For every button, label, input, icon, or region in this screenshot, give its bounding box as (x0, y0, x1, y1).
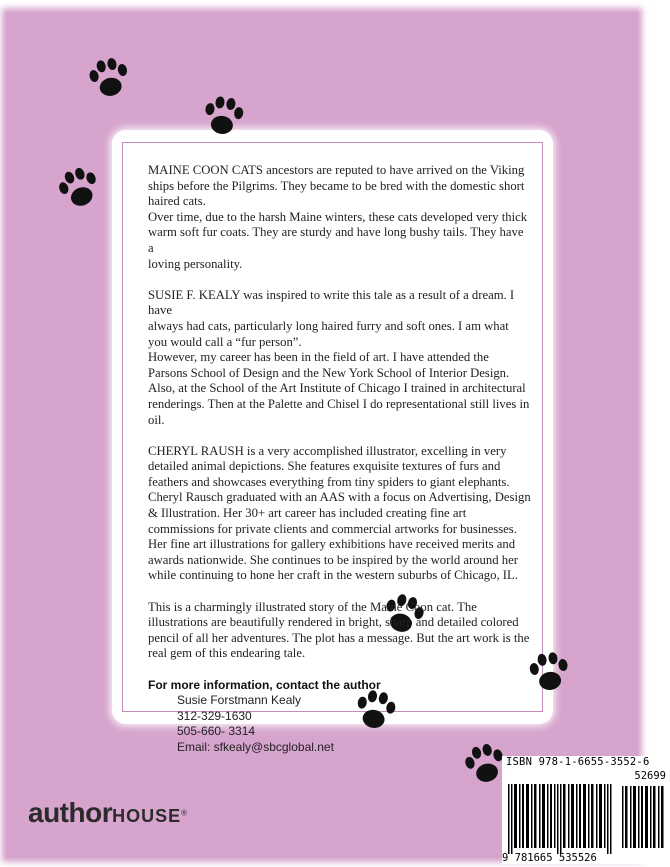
barcode-bars-icon (508, 784, 612, 854)
contact-heading: For more information, contact the author (148, 677, 381, 692)
paragraph-summary (148, 600, 531, 662)
paragraph-author-bio (148, 288, 531, 428)
text-line: MAINE COON CATS ancestors are reputed to have arrived on the Viking (148, 163, 525, 177)
back-cover-text (148, 163, 531, 756)
contact-block (148, 678, 531, 756)
text-line: awards nationwide. She continues to be inspired by the world around her (148, 552, 518, 567)
text-line: However, my career has been in the field of art. I have attended the (148, 350, 489, 365)
text-line: detailed animal depictions. She features exquisite textures of furs and (148, 459, 501, 474)
text-line: always had cats, particularly long haired furry and soft ones. I am what (148, 318, 509, 333)
contact-phone: 505-660- 3314 (177, 724, 256, 739)
text-line: oil. (148, 412, 165, 427)
barcode-digits: 9 781665 535526 (502, 852, 597, 864)
text-line: renderings. Then at the Palette and Chisel I do representational still lives in (148, 396, 530, 411)
contact-details (148, 693, 531, 755)
text-line: warm soft fur coats. They are sturdy and have long bushy tails. They have a (148, 225, 524, 255)
text-line: Also, at the School of the Art Institute of Chicago I trained in architectural (148, 381, 526, 396)
text-line: CHERYL RAUSH is a very accomplished illustrator, excelling in very (148, 443, 507, 458)
registered-mark: ® (181, 808, 188, 818)
paw-print-icon (82, 52, 137, 107)
text-line: while continuing to hone her craft in the western suburbs of Chicago, IL. (148, 568, 518, 583)
paragraph-maine-coon (148, 163, 531, 272)
text-line: Parsons School of Design and the New York School of Interior Design. (148, 365, 510, 380)
text-line: Over time, due to the harsh Maine winters, these cats developed very thick (148, 209, 528, 224)
contact-name: Susie Forstmann Kealy (177, 693, 302, 708)
logo-text: author (28, 797, 113, 828)
text-line: Her fine art illustrations for gallery exhibitions have received merits and (148, 537, 516, 552)
publisher-logo (28, 797, 187, 829)
text-line: feathers and showcases everything from tiny spiders to giant elephants. (148, 474, 510, 489)
isbn-barcode (502, 756, 668, 864)
text-line: pencil of all her adventures. The plot has a message. But the art work is the (148, 630, 530, 645)
contact-email: Email: sfkealy@sbcglobal.net (177, 739, 334, 754)
text-line: loving personality. (148, 256, 243, 271)
text-line: Cheryl Rausch graduated with an AAS with a focus on Advertising, Design (148, 490, 531, 505)
paragraph-illustrator-bio (148, 444, 531, 584)
text-line: haired cats. (148, 194, 206, 209)
logo-text: HOUSE (112, 806, 182, 826)
paw-print-icon (197, 91, 249, 143)
text-line: & Illustration. Her 30+ art career has included creating fine art (148, 506, 467, 521)
text-line: illustrations are beautifully rendered in bright, sharp and detailed colored (148, 615, 519, 630)
contact-phone: 312-329-1630 (177, 708, 252, 723)
text-line: SUSIE F. KEALY was inspired to write this tale as a result of a dream. I have (148, 287, 515, 318)
text-line: This is a charmingly illustrated story of the Maine Coon cat. The (148, 599, 477, 614)
text-line: commissions for private clients and commercial artworks for businesses. (148, 521, 517, 536)
text-line: real gem of this endearing tale. (148, 646, 306, 661)
price-code: 52699 (634, 770, 666, 782)
isbn-text: ISBN 978-1-6655-3552-6 (506, 756, 650, 768)
text-line: ships before the Pilgrims. They became to be bred with the domestic short (148, 178, 525, 193)
text-line: you would call a “fur person”. (148, 334, 302, 349)
addon-barcode-icon (622, 786, 664, 848)
